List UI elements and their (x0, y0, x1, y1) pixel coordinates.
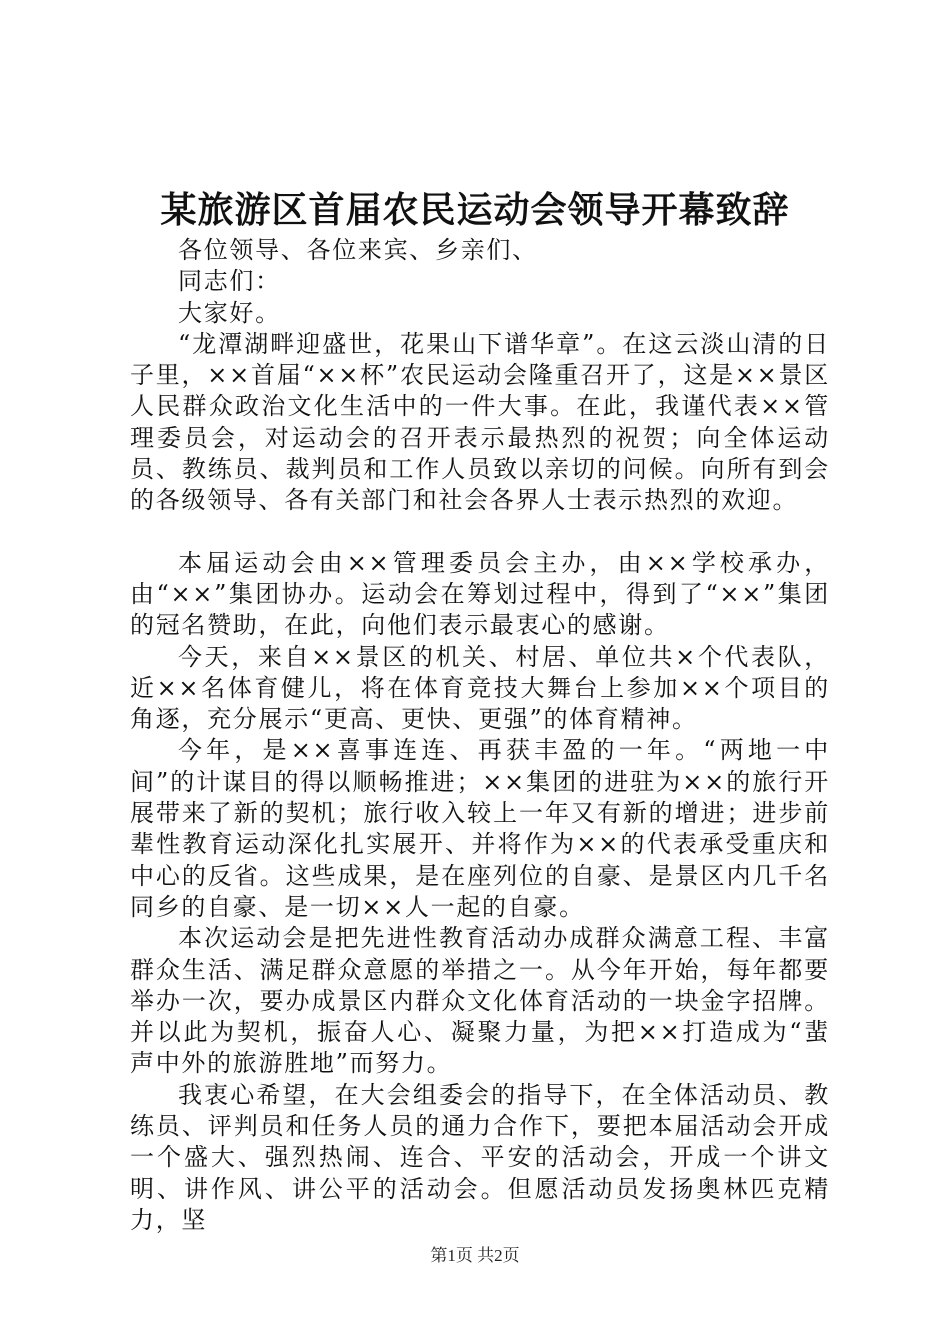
page-number-footer: 第1页 共2页 (430, 1246, 520, 1265)
paragraph: “龙潭湖畔迎盛世，花果山下谱华章”。在这云淡山清的日子里，××首届“××杯”农民运动会隆重召开了，这是××景区人民群众政治文化生活中的一件大事。在此，我谨代表××管理委员会，对运动会的召开表示最热烈的祝贺；向全体运动员、教练员、裁判员和工作人员致以亲切的问候。向所有到会的各级领导、各有关部门和社会各界人士表示热烈的欢迎。 (130, 329, 830, 515)
paragraph: 今年，是××喜事连连、再获丰盈的一年。“两地一中间”的计谋目的得以顺畅推进；××集团的进驻为××的旅行开展带来了新的契机；旅行收入较上一年又有新的增进；进步前辈性教育运动深化扎实展开、并将作为××的代表承受重庆和中心的反省。这些成果，是在座列位的自豪、是景区内几千名同乡的自豪、是一切××人一起的自豪。 (130, 736, 830, 921)
document-title: 某旅游区首届农民运动会领导开幕致辞 (160, 189, 790, 231)
greeting-line: 大家好。 (178, 298, 281, 327)
document-body (130, 235, 830, 1236)
paragraph: 本次运动会是把先进性教育活动办成群众满意工程、丰富群众生活、满足群众意愿的举措之一。从今年开始，每年都要举办一次，要办成景区内群众文化体育活动的一块金字招牌。并以此为契机，振奋人心、凝聚力量，为把××打造成为“蜚声中外的旅游胜地”而努力。 (130, 924, 830, 1078)
paragraph: 今天，来自××景区的机关、村居、单位共×个代表队，近××名体育健儿，将在体育竞技大舞台上参加××个项目的角逐，充分展示“更高、更快、更强”的体育精神。 (130, 642, 830, 734)
paragraph: 本届运动会由××管理委员会主办，由××学校承办，由“××”集团协办。运动会在筹划过程中，得到了“××”集团的冠名赞助，在此，向他们表示最衷心的感谢。 (130, 548, 830, 640)
greeting-line: 各位领导、各位来宾、乡亲们、 (178, 236, 538, 264)
paragraph: 我衷心希望，在大会组委会的指导下，在全体活动员、教练员、评判员和任务人员的通力合作下，要把本届活动会开成一个盛大、强烈热闹、连合、平安的活动会，开成一个讲文明、讲作风、讲公平的活动会。但愿活动员发扬奥林匹克精力，坚 (130, 1080, 830, 1234)
greeting-line: 同志们： (178, 267, 281, 296)
